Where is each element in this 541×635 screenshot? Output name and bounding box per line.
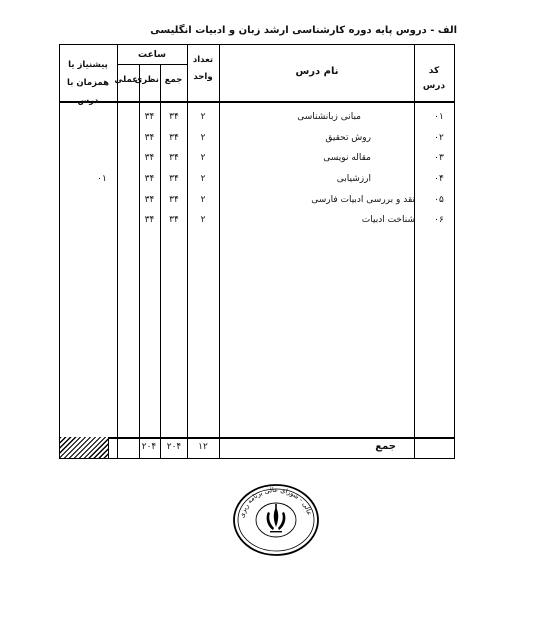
row-4-units: ۲ xyxy=(200,174,206,184)
row-3-units: ۲ xyxy=(200,153,206,163)
header-hours-total: جمع xyxy=(164,75,183,85)
col-divider-code xyxy=(414,44,415,459)
totals-hours-theory: ۲۰۴ xyxy=(141,442,157,452)
totals-units: ۱۲ xyxy=(198,442,208,452)
row-3-total: ۳۴ xyxy=(169,153,179,163)
row-2-code: ۰۲ xyxy=(434,133,444,143)
emblem-icon xyxy=(267,504,286,532)
row-5-name: نقد و بررسی ادبیات فارسی xyxy=(311,195,415,205)
col-divider-theory xyxy=(139,64,140,459)
page-title: الف - دروس پایه دوره کارشناسی ارشد زبان و ادبیات انگلیسی xyxy=(150,25,457,36)
header-hours-practical: عملی xyxy=(114,75,138,85)
totals-hatched-cell xyxy=(60,437,108,458)
row-3-code: ۰۳ xyxy=(434,153,444,163)
row-5-units: ۲ xyxy=(200,195,206,205)
seal-text: عالی - شورای عالی برنامه ریزی xyxy=(238,485,314,519)
row-4-theory: ۳۴ xyxy=(144,174,155,184)
row-5-total: ۳۴ xyxy=(169,195,179,205)
row-6-name: شناخت ادبیات xyxy=(361,215,415,225)
row-1-units: ۲ xyxy=(200,112,206,122)
row-2-units: ۲ xyxy=(200,133,206,143)
row-3-theory: ۳۴ xyxy=(144,153,155,163)
row-2-total: ۳۴ xyxy=(169,133,179,143)
header-bottom-line xyxy=(59,101,455,103)
row-4-name: ارزشیابی xyxy=(336,174,371,184)
header-name: نام درس xyxy=(295,66,339,77)
row-1-total: ۳۴ xyxy=(169,112,179,122)
totals-hours-total: ۲۰۴ xyxy=(166,442,182,452)
row-3-name: مقاله نویسی xyxy=(323,153,371,163)
row-6-theory: ۳۴ xyxy=(144,215,155,225)
col-divider-total xyxy=(160,64,161,459)
col-divider-name xyxy=(219,44,220,459)
course-table xyxy=(59,44,455,459)
row-1-code: ۰۱ xyxy=(434,112,444,122)
totals-label: جمع xyxy=(375,441,396,452)
totals-top-line xyxy=(59,437,455,439)
official-seal xyxy=(232,483,320,557)
row-4-code: ۰۴ xyxy=(434,174,444,184)
header-code: کد درس xyxy=(422,66,446,91)
svg-text:وزارت فرهنگ و آموزش عالی - شور xyxy=(232,483,314,518)
col-divider-prereq-inner xyxy=(108,437,109,459)
header-units: تعداد واحد xyxy=(192,55,214,82)
col-divider-practical xyxy=(117,44,118,459)
header-prerequisite: پیشنیاز یا همزمان با درس xyxy=(67,60,109,106)
row-1-theory: ۳۴ xyxy=(144,112,155,122)
col-divider-units xyxy=(187,44,188,459)
header-hours-theory: نظری xyxy=(134,75,159,85)
header-subdivider xyxy=(117,64,187,65)
header-hours: ساعت xyxy=(138,50,166,60)
row-5-theory: ۳۴ xyxy=(144,195,155,205)
row-5-code: ۰۵ xyxy=(434,195,444,205)
row-2-name: روش تحقیق xyxy=(325,133,371,143)
row-6-total: ۳۴ xyxy=(169,215,179,225)
row-4-prerequisite: ۰۱ xyxy=(97,174,107,184)
row-4-total: ۳۴ xyxy=(169,174,179,184)
row-1-name: مبانی زبانشناسی xyxy=(297,112,361,122)
row-2-theory: ۳۴ xyxy=(144,133,155,143)
row-6-units: ۲ xyxy=(200,215,206,225)
row-6-code: ۰۶ xyxy=(434,215,444,225)
